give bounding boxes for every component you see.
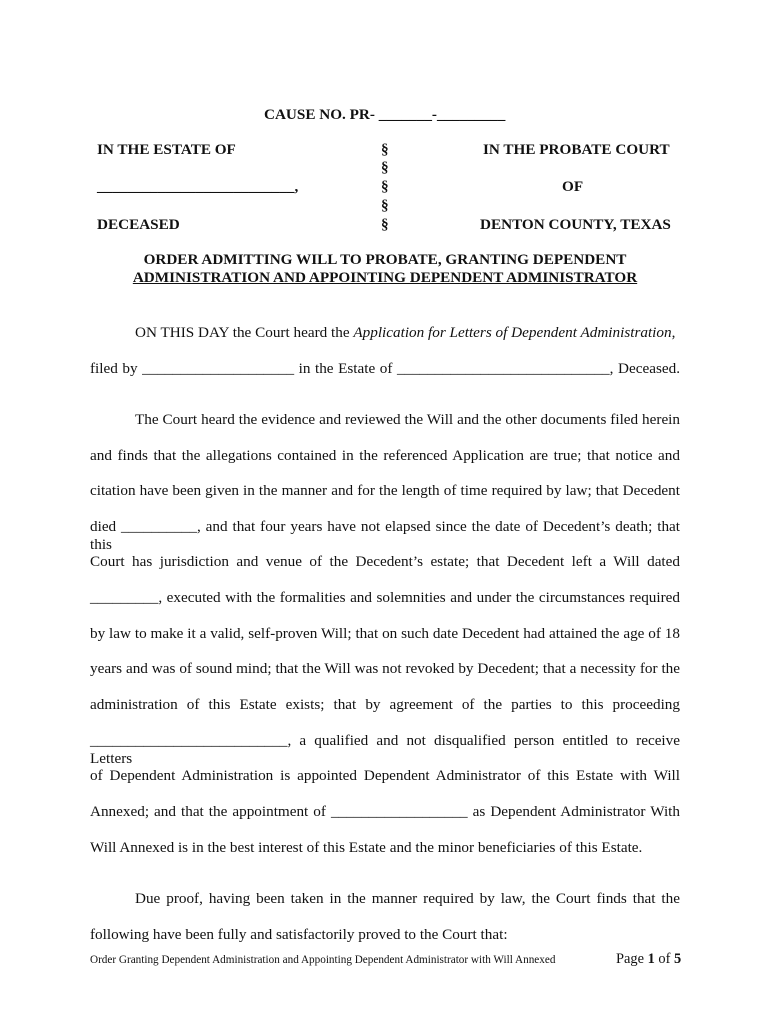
page-number: 1 (647, 951, 655, 967)
para2-line: died __________, and that four years have not elapsed since the date of Decedent’s death; that this (90, 518, 680, 553)
para3-line: Due proof, having been taken in the manner required by law, the Court finds that the (135, 890, 680, 907)
para2-line: Will Annexed is in the best interest of this Estate and the minor beneficiaries of this Estate. (90, 839, 643, 856)
section-mark: § (381, 141, 389, 158)
footer-doc-title: Order Granting Dependent Administration and Appointing Dependent Administrator with Will Annexed (90, 954, 556, 966)
section-mark: § (381, 216, 389, 233)
para2-line: by law to make it a valid, self-proven Will; that on such date Decedent had attained the age of 18 (90, 625, 680, 642)
para2-line: administration of this Estate exists; that by agreement of the parties to this proceeding (90, 696, 680, 713)
para2-line: and finds that the allegations contained in the referenced Application are true; that notice and (90, 447, 680, 464)
probate-court-label: IN THE PROBATE COURT (483, 141, 670, 158)
order-title-line1: ORDER ADMITTING WILL TO PROBATE, GRANTING DEPENDENT (143, 251, 627, 268)
estate-of-label: IN THE ESTATE OF (97, 141, 236, 158)
deceased-label: DECEASED (97, 216, 180, 233)
para1-line2: filed by ____________________ in the Estate of ____________________________, Deceased. (90, 360, 680, 377)
para2-line: The Court heard the evidence and reviewed the Will and the other documents filed herein (135, 411, 680, 428)
para2-line: Court has jurisdiction and venue of the Decedent’s estate; that Decedent left a Will dated (90, 553, 680, 570)
para1-text: ON THIS DAY the Court heard the (135, 324, 354, 341)
decedent-name-blank: __________________________, (97, 178, 299, 195)
page-total: 5 (673, 951, 682, 967)
of-word: of (654, 951, 674, 967)
section-mark: § (381, 197, 389, 214)
para2-line: years and was of sound mind; that the Will was not revoked by Decedent; that a necessity for the (90, 660, 680, 677)
order-title-line2: ADMINISTRATION AND APPOINTING DEPENDENT ADMINISTRATOR (132, 269, 638, 286)
para2-line: of Dependent Administration is appointed Dependent Administrator of this Estate with Will (90, 767, 680, 784)
para1-comma: , (671, 324, 676, 341)
of-label: OF (562, 178, 584, 195)
page-indicator (616, 950, 681, 968)
application-title: Application for Letters of Dependent Administration (353, 324, 672, 341)
page-word: Page (616, 951, 648, 967)
para3-line: following have been fully and satisfactorily proved to the Court that: (90, 926, 508, 943)
section-mark: § (381, 178, 389, 195)
section-mark: § (381, 159, 389, 176)
cause-number: CAUSE NO. PR- _______-_________ (264, 106, 506, 123)
para1-line1 (135, 324, 675, 342)
para2-line: citation have been given in the manner and for the length of time required by law; that Decedent (90, 482, 680, 499)
para2-line: _________, executed with the formalities and solemnities and under the circumstances required (90, 589, 680, 606)
county-label: DENTON COUNTY, TEXAS (480, 216, 671, 233)
para2-line: Annexed; and that the appointment of __________________ as Dependent Administrator With (90, 803, 680, 820)
para2-line: __________________________, a qualified and not disqualified person entitled to receive Letters (90, 732, 680, 767)
